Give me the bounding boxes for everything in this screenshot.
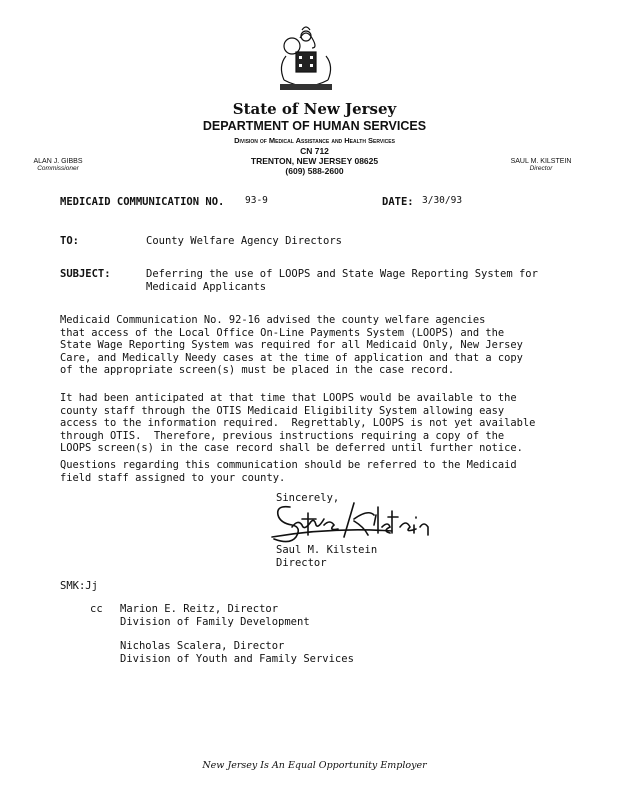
- footer-equal-opportunity: New Jersey Is An Equal Opportunity Employer: [202, 760, 427, 771]
- date-value: 3/30/93: [422, 195, 463, 206]
- cc-recipient-2-name: Nicholas Scalera, Director: [120, 640, 285, 652]
- subject-line-1: Deferring the use of LOOPS and State Wage Reporting System for: [146, 268, 538, 280]
- paragraph-1-line: State Wage Reporting System was required for all Medicaid Only, New Jersey: [60, 339, 523, 352]
- paragraph-3-line: Questions regarding this communication should be referred to the Medicaid: [60, 459, 517, 471]
- state-name: State of New Jersey: [232, 100, 397, 118]
- division-name: Division of Medical Assistance and Health Services: [234, 136, 395, 145]
- paragraph-3-line: field staff assigned to your county.: [60, 471, 286, 484]
- paragraph-2-line: through OTIS. Therefore, previous instructions requiring a copy of the: [60, 429, 505, 442]
- paragraph-1-line: of the appropriate screen(s) must be placed in the case record.: [60, 364, 455, 377]
- city-line: TRENTON, NEW JERSEY 08625: [250, 156, 379, 166]
- department-name: DEPARTMENT OF HUMAN SERVICES: [202, 119, 427, 133]
- date-label: DATE:: [382, 196, 414, 208]
- commissioner-title: Commissioner: [37, 165, 79, 172]
- cc-recipient-1-division: Division of Family Development: [120, 616, 310, 628]
- state-seal: [272, 22, 340, 98]
- paragraph-2-line: county staff through the OTIS Medicaid Eligibility System allowing easy: [60, 404, 505, 417]
- director-block: [505, 158, 577, 172]
- paragraph-3: [60, 459, 517, 484]
- paragraph-2-line: It had been anticipated at that time that LOOPS would be available to the: [60, 392, 517, 404]
- paragraph-2: [60, 392, 535, 455]
- to-label: TO:: [60, 235, 79, 247]
- subject-label: SUBJECT:: [60, 268, 111, 280]
- paragraph-1-line: that access of the Local Office On-Line Payments System (LOOPS) and the: [60, 326, 505, 339]
- cn-line: CN 712: [300, 146, 329, 156]
- communication-number: 93-9: [245, 195, 268, 206]
- paragraph-1-line: Care, and Medically Needy cases at the time of application and that a copy: [60, 351, 523, 364]
- subject-line-2: Medicaid Applicants: [146, 281, 267, 293]
- commissioner-block: [28, 158, 88, 172]
- paragraph-2-line: LOOPS screen(s) in the case record shall be deferred until further notice.: [60, 442, 523, 455]
- signature: [262, 497, 437, 545]
- cc-label: cc: [90, 603, 103, 615]
- signer-name: Saul M. Kilstein: [276, 544, 378, 556]
- communication-label: MEDICAID COMMUNICATION NO.: [60, 196, 225, 208]
- sincerely: Sincerely,: [276, 492, 340, 504]
- phone-line: (609) 588-2600: [285, 166, 344, 176]
- director-title: Director: [529, 165, 553, 172]
- initials: SMK:Jj: [60, 580, 98, 592]
- paragraph-1-line: Medicaid Communication No. 92-16 advised the county welfare agencies: [60, 314, 486, 326]
- paragraph-2-line: access to the information required. Regrettably, LOOPS is not yet available: [60, 417, 536, 430]
- cc-recipient-1-name: Marion E. Reitz, Director: [120, 603, 279, 615]
- commissioner-name: ALAN J. GIBBS: [33, 158, 83, 165]
- director-name: SAUL M. KILSTEIN: [510, 158, 572, 165]
- paragraph-1: [60, 314, 523, 377]
- signer-title: Director: [276, 557, 327, 569]
- to-value: County Welfare Agency Directors: [146, 235, 342, 247]
- cc-recipient-2-division: Division of Youth and Family Services: [120, 653, 354, 665]
